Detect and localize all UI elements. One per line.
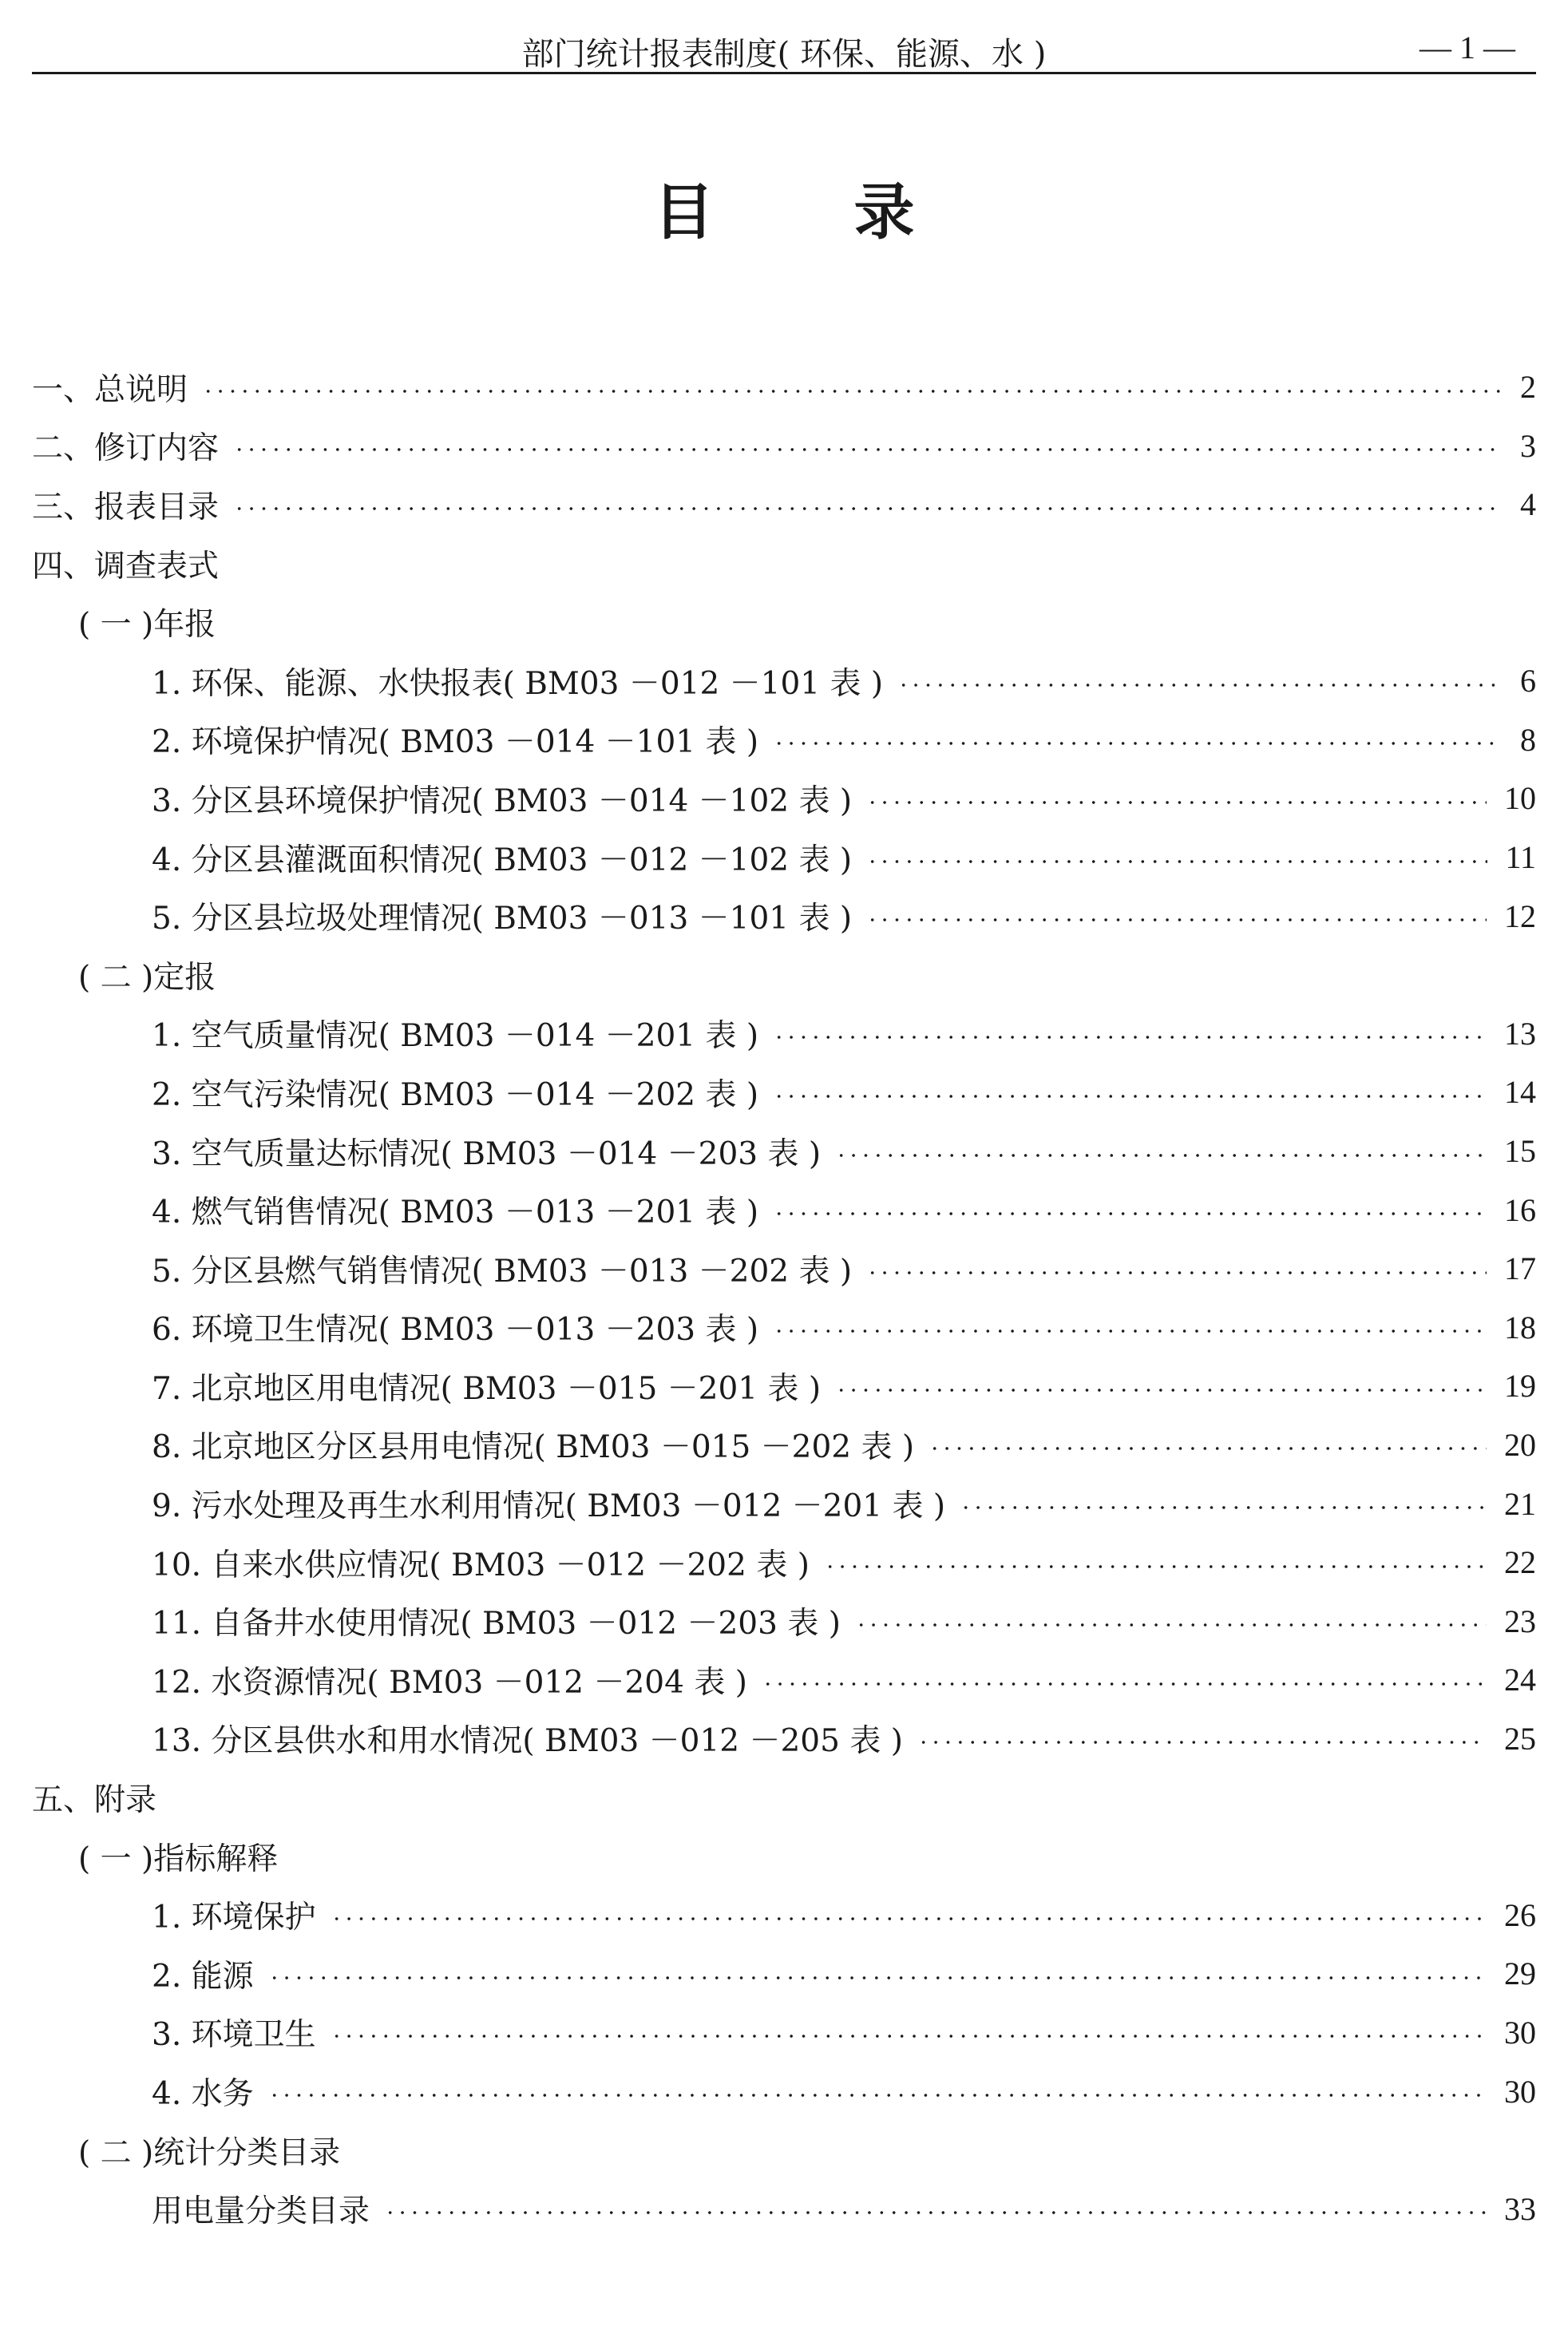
toc-page-number: 30 (1504, 2073, 1536, 2110)
dot-leader (202, 390, 1503, 393)
dot-leader (331, 1917, 1487, 1920)
toc-page-number: 22 (1504, 1544, 1536, 1581)
page-header (32, 22, 1536, 74)
dot-leader (866, 918, 1487, 921)
toc-entry[interactable] (32, 1710, 1536, 1769)
toc-entry-label: 4. 燃气销售情况( BM03 －013 －201 表 ) (152, 1195, 759, 1231)
toc-page-number: 17 (1504, 1250, 1536, 1287)
toc-entry-label: 三、报表目录 (32, 489, 220, 525)
dot-leader (762, 1682, 1487, 1686)
toc-entry-label: 4. 分区县灌溉面积情况( BM03 －012 －102 表 ) (152, 842, 853, 878)
toc-entry-general[interactable] (32, 358, 1536, 417)
toc-entry-label: 10. 自来水供应情况( BM03 －012 －202 表 ) (152, 1547, 810, 1583)
toc-entry[interactable] (32, 1298, 1536, 1357)
dot-leader (268, 1976, 1487, 1979)
page-number: — 1 — (1420, 30, 1515, 65)
toc-entry[interactable] (32, 1533, 1536, 1592)
dot-leader (917, 1741, 1487, 1744)
toc-entry[interactable] (32, 1357, 1536, 1416)
toc-entry-label: 3. 空气质量达标情况( BM03 －014 －203 表 ) (152, 1135, 822, 1172)
toc-entry[interactable] (32, 1591, 1536, 1650)
dot-leader (824, 1565, 1487, 1568)
dot-leader (866, 1271, 1487, 1274)
toc-entry-label: 4. 水务 (152, 2076, 254, 2113)
toc-page-number: 15 (1504, 1133, 1536, 1170)
toc-page-number: 33 (1504, 2190, 1536, 2227)
toc-entry-label: 2. 空气污染情况( BM03 －014 －202 表 ) (152, 1076, 759, 1113)
toc-entry-report-list[interactable] (32, 475, 1536, 534)
dot-leader (773, 1329, 1487, 1333)
toc-entry[interactable] (32, 1180, 1536, 1239)
dot-leader (384, 2211, 1487, 2214)
toc-page-number: 26 (1504, 1896, 1536, 1933)
toc-page-number: 12 (1504, 898, 1536, 934)
toc-page-number: 11 (1505, 839, 1536, 876)
table-of-contents (32, 358, 1536, 2238)
toc-entry-label: 8. 北京地区分区县用电情况( BM03 －015 －202 表 ) (152, 1429, 915, 1466)
toc-entry[interactable] (32, 711, 1536, 770)
dot-leader (897, 684, 1503, 687)
toc-page-number: 6 (1520, 663, 1536, 699)
toc-section-survey-forms (32, 534, 1536, 593)
toc-entry-label: 用电量分类目录 (152, 2193, 370, 2230)
dot-leader (929, 1447, 1487, 1450)
toc-entry-label: 9. 污水处理及再生水利用情况( BM03 －012 －201 表 ) (152, 1488, 946, 1525)
toc-entry-label: 二、修订内容 (32, 430, 220, 467)
toc-entry[interactable] (32, 652, 1536, 711)
toc-entry-label: 一、总说明 (32, 371, 188, 408)
toc-entry[interactable] (32, 886, 1536, 945)
toc-entry-label: 2. 环境保护情况( BM03 －014 －101 表 ) (152, 724, 759, 761)
toc-entry-label: 1. 环境保护 (152, 1900, 316, 1936)
toc-section-label: ( 一 )年报 (78, 607, 216, 644)
toc-entry-label: 13. 分区县供水和用水情况( BM03 －012 －205 表 ) (152, 1723, 903, 1760)
dot-leader (866, 801, 1487, 804)
toc-section-appendix (32, 1768, 1536, 1827)
dot-leader (773, 1036, 1487, 1039)
toc-page-number: 16 (1504, 1191, 1536, 1228)
dot-leader (855, 1623, 1487, 1627)
toc-page-number: 2 (1520, 369, 1536, 406)
dot-leader (835, 1154, 1487, 1157)
toc-entry-label: 7. 北京地区用电情况( BM03 －015 －201 表 ) (152, 1370, 822, 1407)
toc-page-number: 3 (1520, 427, 1536, 464)
toc-entry[interactable] (32, 1239, 1536, 1298)
toc-section-label: ( 二 )定报 (78, 959, 216, 996)
dot-leader (268, 2094, 1487, 2097)
toc-page-number: 21 (1504, 1485, 1536, 1522)
dot-leader (960, 1506, 1487, 1509)
dot-leader (773, 1095, 1487, 1098)
toc-entry-label: 11. 自备井水使用情况( BM03 －012 －203 表 ) (152, 1606, 841, 1643)
toc-page-number: 18 (1504, 1309, 1536, 1345)
dot-leader (773, 742, 1503, 745)
toc-entry-label: 3. 分区县环境保护情况( BM03 －014 －102 表 ) (152, 783, 853, 819)
toc-entry-label: 6. 环境卫生情况( BM03 －013 －203 表 ) (152, 1312, 759, 1349)
toc-section-label: 五、附录 (32, 1782, 157, 1819)
dot-leader (773, 1212, 1487, 1215)
toc-page-number: 25 (1504, 1720, 1536, 1757)
toc-page-number: 13 (1504, 1015, 1536, 1052)
toc-page-number: 29 (1504, 1956, 1536, 1992)
toc-section-label: ( 一 )指标解释 (78, 1841, 279, 1877)
toc-entry[interactable] (32, 2062, 1536, 2121)
toc-page-number: 14 (1504, 1074, 1536, 1111)
toc-subsection-classification (32, 2121, 1536, 2180)
toc-entry-label: 1. 环保、能源、水快报表( BM03 －012 －101 表 ) (152, 665, 884, 702)
running-header-title: 部门统计报表制度( 环保、能源、水 ) (521, 36, 1047, 73)
toc-entry-revisions[interactable] (32, 417, 1536, 476)
toc-entry[interactable] (32, 828, 1536, 887)
toc-page-number: 23 (1504, 1603, 1536, 1639)
toc-entry-label: 2. 能源 (152, 1958, 254, 1995)
toc-subsection-indicators (32, 1827, 1536, 1886)
toc-page-number: 4 (1520, 486, 1536, 523)
toc-subsection-periodic (32, 945, 1536, 1005)
toc-entry-label: 12. 水资源情况( BM03 －012 －204 表 ) (152, 1664, 747, 1701)
dot-leader (866, 860, 1487, 863)
dot-leader (835, 1389, 1487, 1392)
toc-entry[interactable] (32, 769, 1536, 828)
toc-page-number: 19 (1504, 1368, 1536, 1405)
toc-page-number: 10 (1504, 780, 1536, 817)
toc-entry-label: 3. 环境卫生 (152, 2017, 316, 2054)
toc-entry[interactable] (32, 1063, 1536, 1122)
toc-section-label: 四、调查表式 (32, 548, 220, 584)
page-title: 目录 (653, 176, 1055, 248)
toc-section-label: ( 二 )统计分类目录 (78, 2134, 341, 2171)
toc-subsection-annual (32, 592, 1536, 652)
toc-entry[interactable] (32, 1005, 1536, 1064)
toc-page-number: 8 (1520, 721, 1536, 758)
toc-entry[interactable] (32, 1122, 1536, 1181)
toc-entry[interactable] (32, 1474, 1536, 1533)
dot-leader (233, 507, 1503, 510)
toc-entry-label: 5. 分区县燃气销售情况( BM03 －013 －202 表 ) (152, 1253, 853, 1290)
toc-entry[interactable] (32, 1885, 1536, 1944)
dot-leader (233, 448, 1503, 451)
toc-page-number: 20 (1504, 1426, 1536, 1463)
toc-entry-label: 1. 空气质量情况( BM03 －014 －201 表 ) (152, 1018, 759, 1055)
toc-entry-label: 5. 分区县垃圾处理情况( BM03 －013 －101 表 ) (152, 901, 853, 937)
toc-page-number: 30 (1504, 2014, 1536, 2051)
toc-entry[interactable] (32, 2179, 1536, 2238)
toc-page-number: 24 (1504, 1662, 1536, 1698)
toc-entry[interactable] (32, 1416, 1536, 1475)
toc-entry[interactable] (32, 2003, 1536, 2063)
dot-leader (331, 2035, 1487, 2038)
toc-entry[interactable] (32, 1944, 1536, 2003)
toc-entry[interactable] (32, 1650, 1536, 1710)
